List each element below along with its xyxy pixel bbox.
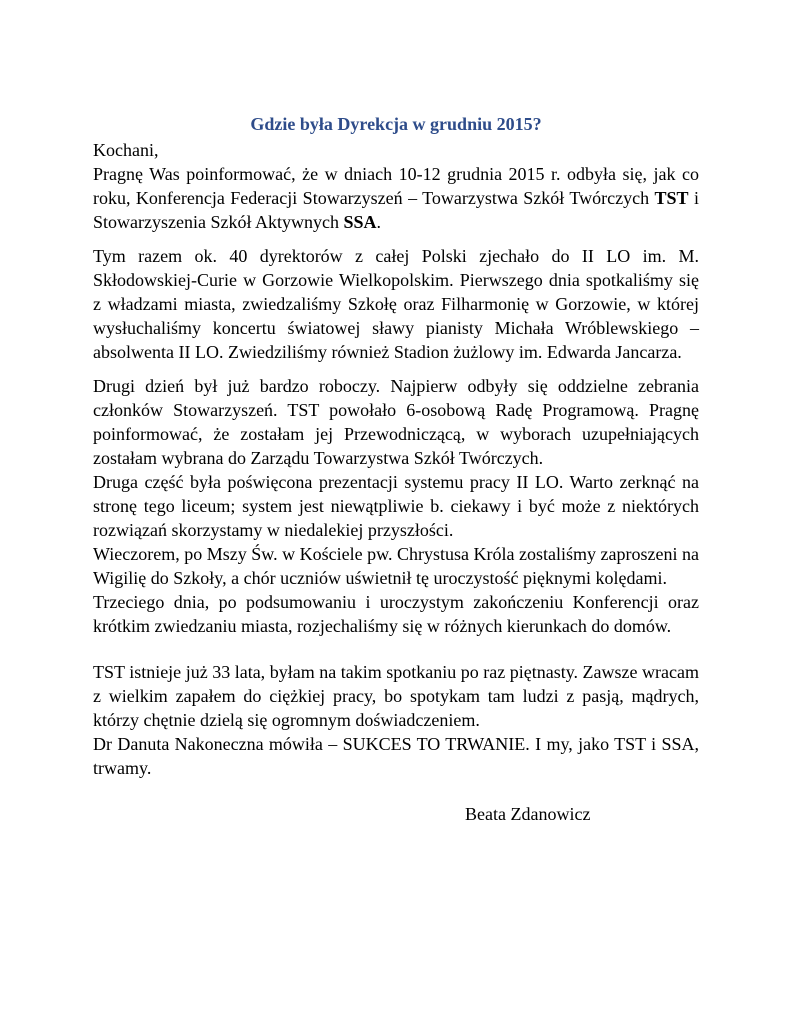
spacer — [93, 234, 699, 244]
greeting: Kochani, — [93, 140, 159, 160]
paragraph-tst-history: TST istnieje już 33 lata, byłam na takim spotkaniu po raz piętnasty. Zawsze wracam z wielkim zapałem do ciężkiej pracy, bo spotykam tam ludzi z pasją, mądrych, którzy chętnie dzielą się ogromnym doświadczeniem. — [93, 662, 699, 730]
intro-text-end: . — [376, 212, 381, 232]
paragraph-evening: Wieczorem, po Mszy Św. w Kościele pw. Chrystusa Króla zostaliśmy zaproszeni na Wigilię do Szkoły, a chór uczniów uświetnił tę uroczystość pięknymi kolędami. — [93, 544, 699, 588]
paragraph-third-day: Trzeciego dnia, po podsumowaniu i uroczystym zakończeniu Konferencji oraz krótkim zwiedzaniu miasta, rozjechaliśmy się w różnych kierunkach do domów. — [93, 592, 699, 636]
tst-acronym: TST — [654, 188, 689, 208]
paragraph-closing: Dr Danuta Nakoneczna mówiła – SUKCES TO TRWANIE. I my, jako TST i SSA, trwamy. — [93, 734, 699, 778]
document-page — [93, 112, 699, 826]
ssa-acronym: SSA — [343, 212, 377, 232]
paragraph-presentation: Druga część była poświęcona prezentacji systemu pracy II LO. Warto zerknąć na stronę tego liceum; system jest niewątpliwie b. ciekawy i być może z niektórych rozwiązań skorzystamy w niedalekiej przyszłości. — [93, 472, 699, 540]
spacer — [93, 780, 699, 802]
paragraph-first-day: Tym razem ok. 40 dyrektorów z całej Polski zjechało do II LO im. M. Skłodowskiej-Curie w Gorzowie Wielkopolskim. Pierwszego dnia spotkaliśmy się z władzami miasta, zwiedzaliśmy Szkołę oraz Filharmonię w Gorzowie, w której wysłuchaliśmy koncertu światowej sławy pianisty Michała Wróblewskiego – absolwenta II LO. Zwiedziliśmy również Stadion żużlowy im. Edwarda Jancarza. — [93, 246, 699, 362]
paragraph-intro — [93, 162, 699, 234]
spacer — [93, 364, 699, 374]
paragraph-second-day: Drugi dzień był już bardzo roboczy. Najpierw odbyły się oddzielne zebrania członków Stowarzyszeń. TST powołało 6-osobową Radę Programową. Pragnę poinformować, że zostałam jej Przewodniczącą, w wyborach uzupełniających zostałam wybrana do Zarządu Towarzystwa Szkół Twórczych. — [93, 376, 699, 468]
document-title: Gdzie była Dyrekcja w grudniu 2015? — [250, 114, 542, 134]
signature: Beata Zdanowicz — [465, 804, 591, 824]
spacer — [93, 638, 699, 660]
intro-text-start: Pragnę Was poinformować, że w dniach 10-12 grudnia 2015 r. odbyła się, jak co roku, Konferencja Federacji Stowarzyszeń – Towarzystwa Szkół Twórczych — [93, 164, 699, 208]
intro-text-middle: i Stowarzyszenia Szkół Aktywnych — [93, 188, 699, 232]
